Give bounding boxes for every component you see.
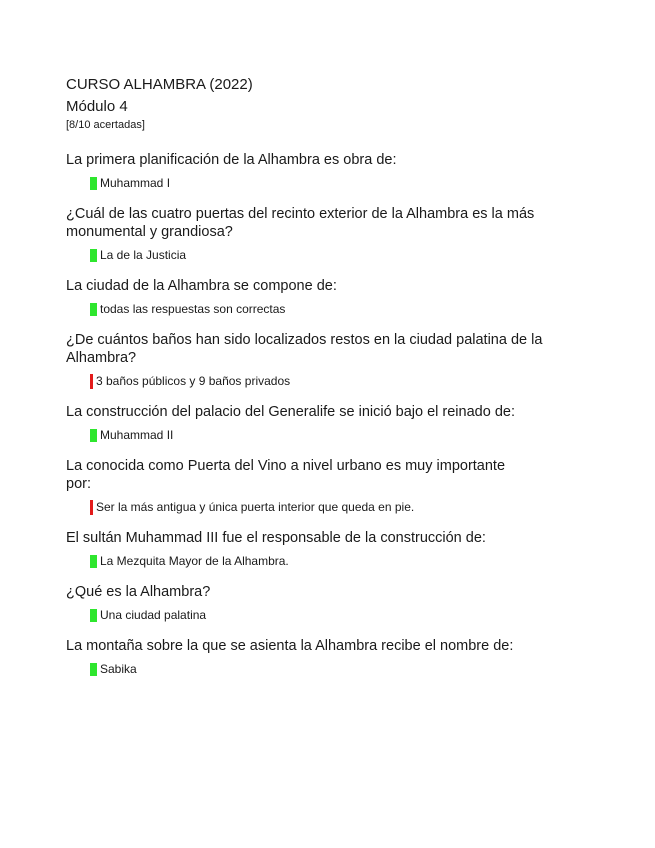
question-item xyxy=(66,205,586,263)
correct-mark-icon xyxy=(90,555,97,568)
answer-row xyxy=(90,176,586,191)
answer-row xyxy=(90,374,586,389)
answer-text: Muhammad I xyxy=(100,176,171,190)
question-item xyxy=(66,457,586,515)
question-item xyxy=(66,403,586,443)
correct-mark-icon xyxy=(90,249,97,262)
question-list xyxy=(66,151,586,677)
question-item xyxy=(66,583,586,623)
answer-text: La Mezquita Mayor de la Alhambra. xyxy=(100,554,289,568)
question-text: La construcción del palacio del Generalife se inició bajo el reinado de: xyxy=(66,404,515,420)
question-item xyxy=(66,637,586,677)
question-item xyxy=(66,151,586,191)
answer-row xyxy=(90,248,586,263)
question-item xyxy=(66,529,586,569)
answer-text: Ser la más antigua y única puerta interior que queda en pie. xyxy=(96,500,415,514)
answer-row xyxy=(90,554,586,569)
document-title: CURSO ALHAMBRA (2022) xyxy=(66,76,253,93)
correct-mark-icon xyxy=(90,429,97,442)
question-text: La conocida como Puerta del Vino a nivel urbano es muy importante por: xyxy=(66,458,506,492)
incorrect-mark-icon xyxy=(90,374,93,389)
answer-row xyxy=(90,302,586,317)
question-item xyxy=(66,331,586,389)
question-text: ¿Cuál de las cuatro puertas del recinto exterior de la Alhambra es la más monumental y grandiosa? xyxy=(66,206,535,240)
incorrect-mark-icon xyxy=(90,500,93,515)
score-label: [8/10 acertadas] xyxy=(66,119,145,131)
question-text: La ciudad de la Alhambra se compone de: xyxy=(66,278,337,294)
question-item xyxy=(66,277,586,317)
question-text: La montaña sobre la que se asienta la Alhambra recibe el nombre de: xyxy=(66,638,514,654)
question-text: El sultán Muhammad III fue el responsable de la construcción de: xyxy=(66,530,486,546)
answer-text: La de la Justicia xyxy=(100,248,187,262)
answer-row xyxy=(90,500,586,515)
answer-text: Sabika xyxy=(100,662,137,676)
answer-row xyxy=(90,428,586,443)
module-label: Módulo 4 xyxy=(66,98,128,115)
answer-text: 3 baños públicos y 9 baños privados xyxy=(96,374,291,388)
question-text: La primera planificación de la Alhambra es obra de: xyxy=(66,152,397,168)
answer-text: todas las respuestas son correctas xyxy=(100,302,286,316)
correct-mark-icon xyxy=(90,609,97,622)
question-text: ¿De cuántos baños han sido localizados restos en la ciudad palatina de la Alhambra? xyxy=(66,332,543,366)
answer-row xyxy=(90,608,586,623)
answer-row xyxy=(90,662,586,677)
correct-mark-icon xyxy=(90,303,97,316)
document-page xyxy=(66,76,586,691)
correct-mark-icon xyxy=(90,177,97,190)
question-text: ¿Qué es la Alhambra? xyxy=(66,584,211,600)
correct-mark-icon xyxy=(90,663,97,676)
answer-text: Una ciudad palatina xyxy=(100,608,207,622)
answer-text: Muhammad II xyxy=(100,428,174,442)
